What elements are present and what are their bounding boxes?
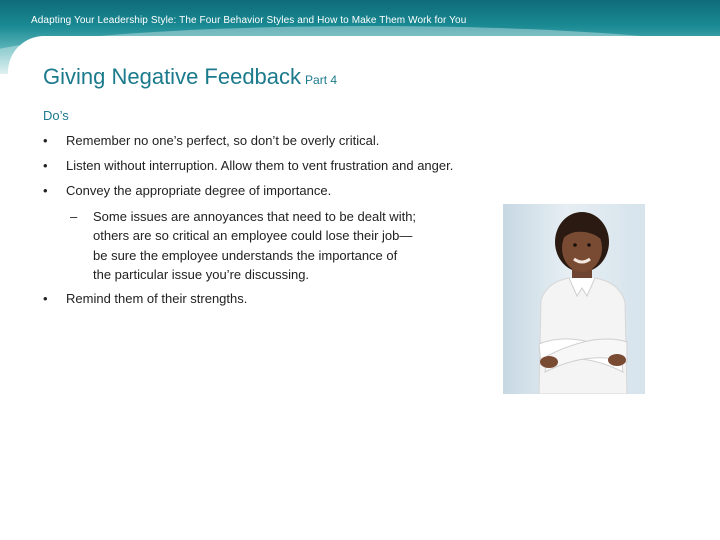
- sub-bullet-line: Some issues are annoyances that need to be dealt with;: [93, 209, 417, 224]
- bullet-text: Remind them of their strengths.: [66, 291, 248, 306]
- bullet-symbol: •: [43, 133, 48, 148]
- bullet-symbol: •: [43, 291, 48, 306]
- woman-illustration: [503, 204, 645, 394]
- slide-title-main: Giving Negative Feedback: [43, 64, 302, 89]
- course-title: Adapting Your Leadership Style: The Four Behavior Styles and How to Make Them Work for You: [31, 15, 467, 26]
- bullet-symbol: •: [43, 158, 48, 173]
- slide-title-part: Part 4: [305, 73, 338, 87]
- bullet-item: [43, 291, 247, 306]
- bullet-symbol: •: [43, 183, 48, 198]
- bullet-text: Convey the appropriate degree of importance.: [66, 183, 332, 198]
- sub-bullet-symbol: –: [70, 209, 78, 224]
- bullet-item: [43, 133, 379, 148]
- bullet-item: [43, 158, 453, 173]
- bullet-text: Listen without interruption. Allow them to vent frustration and anger.: [66, 158, 454, 173]
- bullet-text: Remember no one’s perfect, so don’t be overly critical.: [66, 133, 380, 148]
- sub-bullet-line: be sure the employee understands the importance of: [93, 247, 398, 263]
- sub-bullet-line: others are so critical an employee could lose their job—: [93, 228, 413, 244]
- section-label: Do’s: [43, 108, 69, 123]
- slide-title: [43, 64, 337, 90]
- sub-bullet-text: [93, 207, 416, 284]
- businesswoman-photo: [503, 204, 645, 394]
- sub-bullet: [70, 207, 470, 284]
- sub-bullet-line: the particular issue you’re discussing.: [93, 266, 310, 282]
- bullet-item: [43, 183, 331, 198]
